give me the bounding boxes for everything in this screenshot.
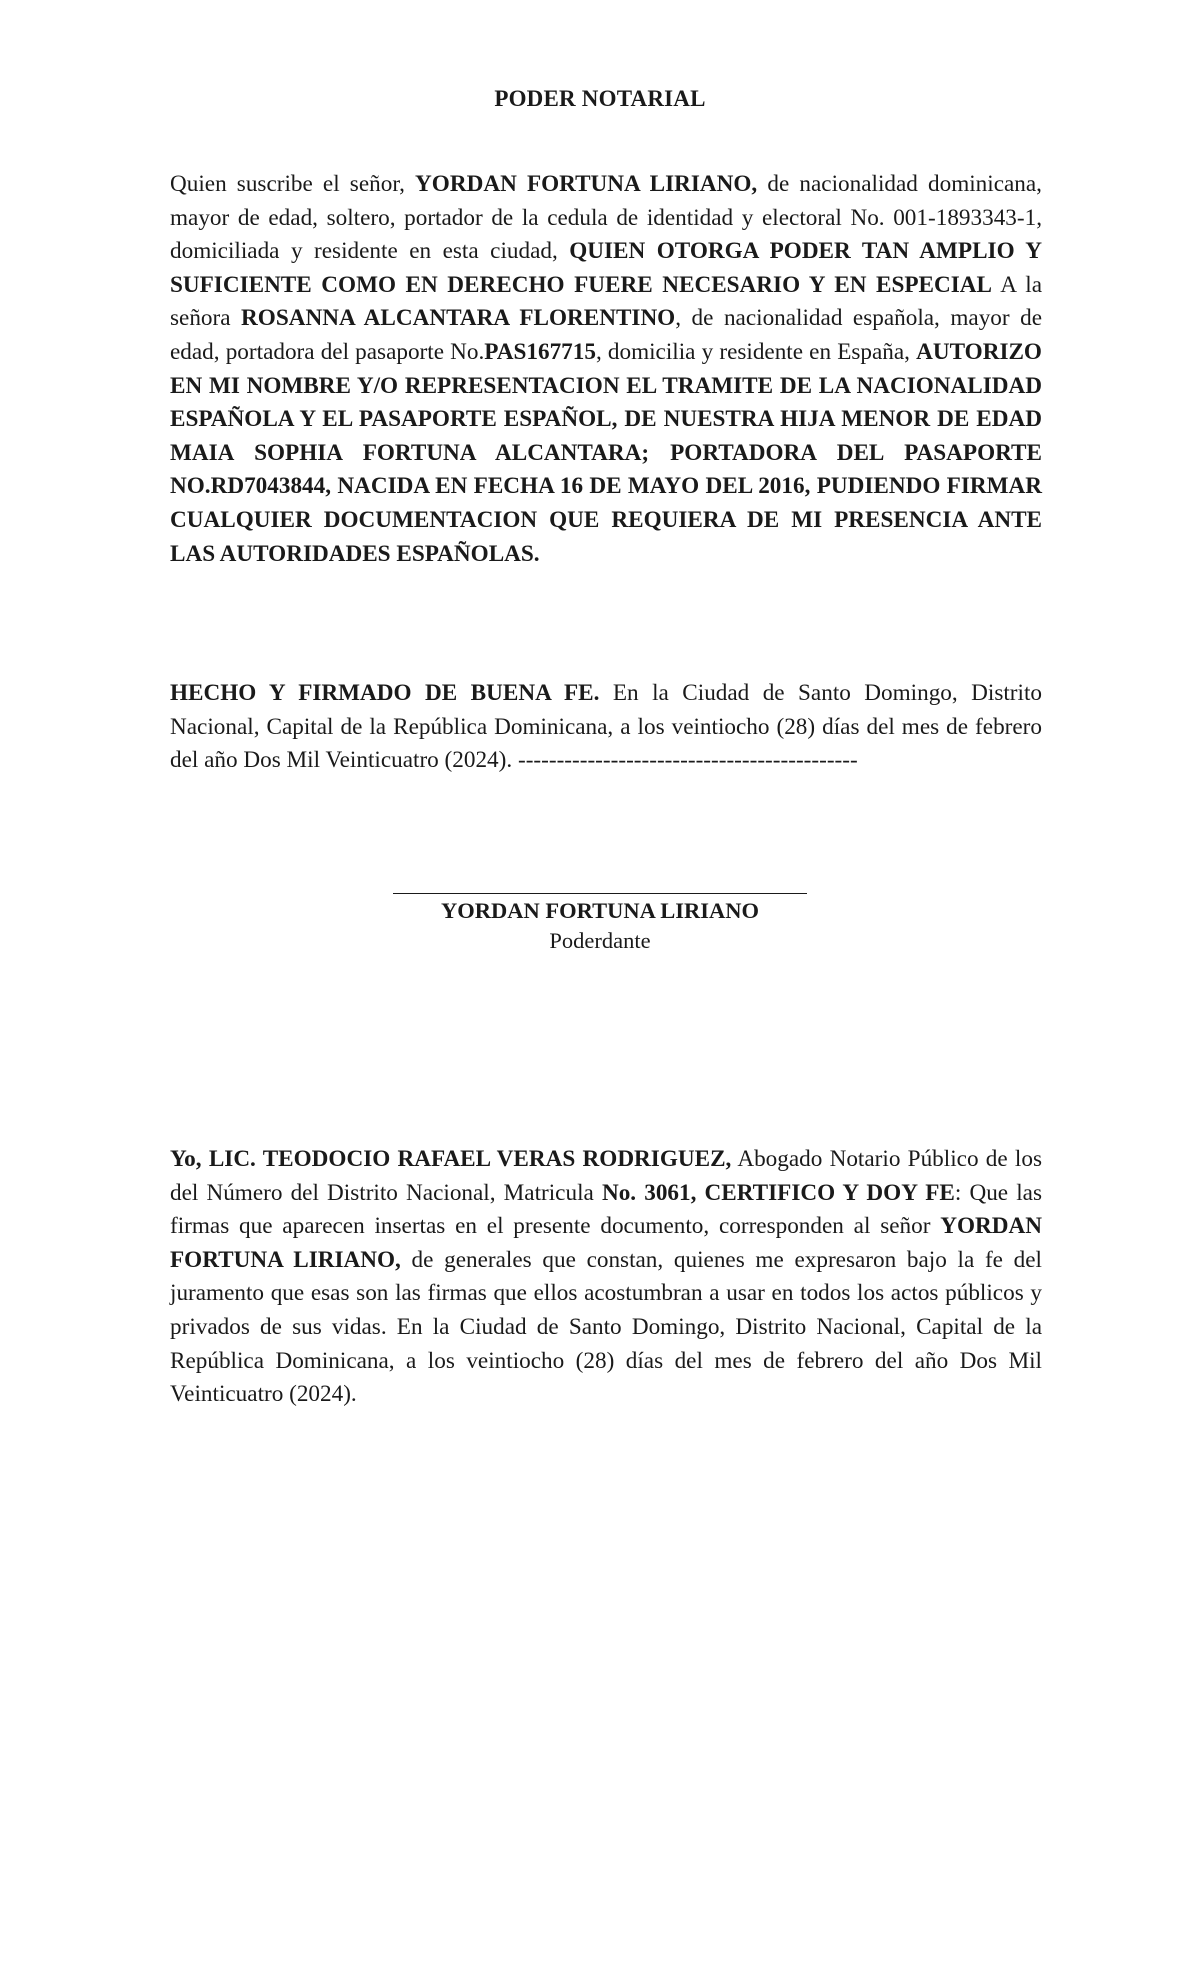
bold-text-run: ROSANNA ALCANTARA FLORENTINO (241, 305, 676, 332)
power-grant-paragraph (170, 168, 1042, 571)
signer-name: YORDAN FORTUNA LIRIANO (441, 898, 759, 923)
text-run: , domicilia y residente en España, (595, 338, 917, 365)
document-title: PODER NOTARIAL (494, 86, 706, 111)
bold-text-run: YORDAN FORTUNA LIRIANO, (415, 171, 758, 197)
bold-text-run: AUTORIZO EN MI NOMBRE Y/O REPRESENTACION EL TRAMITE DE LA NACIONALIDAD ESPAÑOLA Y EL PASAPORTE ESPAÑOL, DE NUESTRA HIJA MENOR DE EDAD MAIA SOPHIA FORTUNA ALCANTARA; PORTADORA DEL PASAPORTE NO.RD7043844, NACIDA EN FECHA 16 DE MAYO DEL 2016, PUDIENDO FIRMAR CUALQUIER DOCUMENTACION QUE REQUIERA DE MI PRESENCIA ANTE LAS AUTORIDADES ESPAÑOLAS. (170, 338, 1042, 567)
bold-text-run: Yo, LIC. TEODOCIO RAFAEL VERAS RODRIGUEZ, (170, 1146, 732, 1172)
bold-text-run: HECHO Y FIRMADO DE BUENA FE. (170, 680, 600, 706)
notary-certification-paragraph (170, 1143, 1042, 1412)
bold-text-run: YORDAN FORTUNA LIRIANO, (170, 1213, 1042, 1273)
text-run: En la Ciudad de Santo Domingo, Distrito Nacional, Capital de la República Dominicana, a los veintiocho (28) días del mes de febrero del año Dos Mil Veinticuatro (2024). -------------------------------------------- (170, 680, 1042, 774)
text-run: de nacionalidad dominicana, mayor de edad, soltero, portador de la cedula de identidad y electoral No. 001-1893343-1, domiciliada y residente en esta ciudad, (170, 171, 1042, 265)
text-run: A la señora (170, 271, 1042, 332)
bold-text-run: No. 3061, CERTIFICO Y DOY FE (601, 1179, 955, 1206)
signature-block (0, 893, 1200, 956)
text-run: Abogado Notario Público de los del Número del Distrito Nacional, Matricula (170, 1146, 1042, 1206)
text-run: Quien suscribe el señor, (170, 171, 416, 197)
text-run: de generales que constan, quienes me expresaron bajo la fe del juramento que esas son las firmas que ellos acostumbran a usar en todos los actos públicos y privados de sus vidas. En la Ciudad de Santo Domingo, Distrito Nacional, Capital de la República Dominicana, a los veintiocho (28) días del mes de febrero del año Dos Mil Veinticuatro (2024). (170, 1246, 1042, 1408)
bold-text-run: QUIEN OTORGA PODER TAN AMPLIO Y SUFICIENTE COMO EN DERECHO FUERE NECESARIO Y EN ESPECIAL (170, 238, 1042, 298)
text-run: , de nacionalidad española, mayor de edad, portadora del pasaporte No. (170, 305, 1043, 365)
signed-in-good-faith-paragraph (170, 677, 1042, 778)
signer-role: Poderdante (549, 928, 651, 953)
text-run: : Que las firmas que aparecen insertas en el presente documento, corresponden al señor (170, 1179, 1042, 1240)
bold-text-run: PAS167715 (484, 338, 596, 365)
signature-line (393, 893, 807, 894)
